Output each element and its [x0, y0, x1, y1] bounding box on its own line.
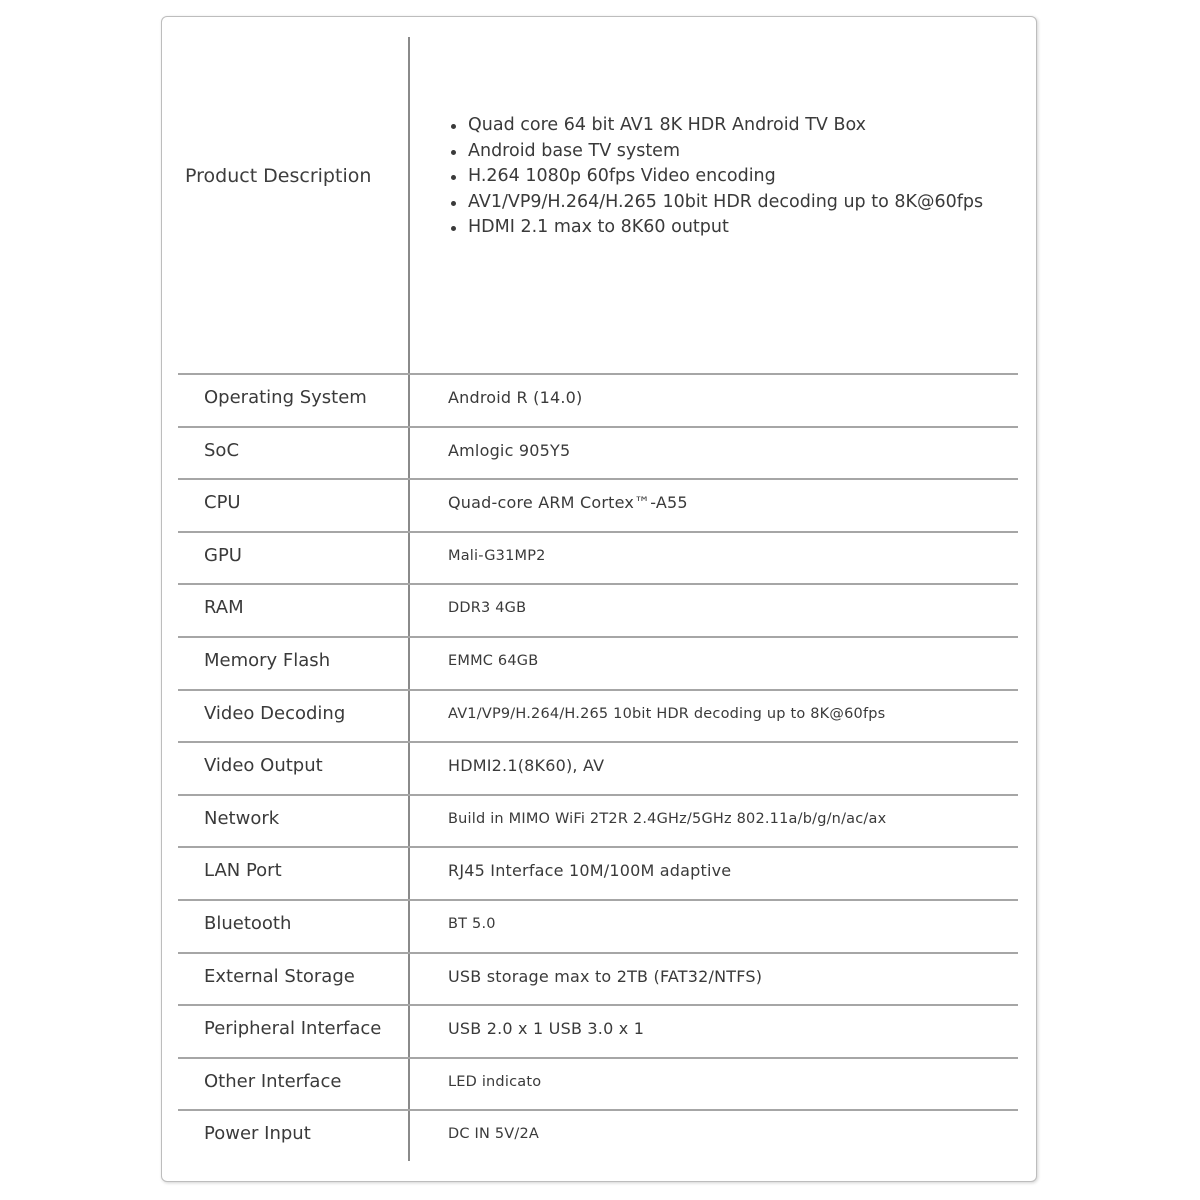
spec-label: Power Input	[204, 1123, 311, 1145]
spec-row-video-decoding	[178, 689, 1018, 742]
spec-row-memory-flash	[178, 636, 1018, 689]
spec-label: Memory Flash	[204, 649, 331, 671]
spec-value: Quad-core ARM Cortex™-A55	[448, 493, 688, 513]
spec-row-bluetooth	[178, 899, 1018, 952]
product-description-label: Product Description	[185, 165, 372, 187]
spec-label: Video Decoding	[204, 702, 346, 724]
description-bullet: HDMI 2.1 max to 8K60 output	[442, 215, 983, 241]
spec-label: Other Interface	[204, 1070, 342, 1092]
spec-label: GPU	[204, 544, 242, 566]
spec-value: AV1/VP9/H.264/H.265 10bit HDR decoding up to 8K@60fps	[448, 705, 886, 722]
spec-row-cpu	[178, 478, 1018, 531]
spec-label: Video Output	[204, 755, 323, 777]
spec-value: Mali-G31MP2	[448, 547, 546, 564]
spec-label: CPU	[204, 492, 241, 514]
spec-sheet-card	[161, 16, 1037, 1182]
spec-value: HDMI2.1(8K60), AV	[448, 756, 605, 776]
spec-value: DDR3 4GB	[448, 600, 527, 617]
spec-value: LED indicato	[448, 1073, 542, 1090]
spec-label: Network	[204, 807, 280, 829]
spec-label: External Storage	[204, 965, 355, 987]
spec-row-external-storage	[178, 952, 1018, 1005]
description-bullet: AV1/VP9/H.264/H.265 10bit HDR decoding up to 8K@60fps	[442, 190, 983, 216]
spec-row-peripheral-interface	[178, 1004, 1018, 1057]
spec-table	[178, 373, 1018, 1169]
description-bullet: H.264 1080p 60fps Video encoding	[442, 164, 983, 190]
spec-label: Peripheral Interface	[204, 1018, 382, 1040]
spec-value: DC IN 5V/2A	[448, 1126, 540, 1143]
description-bullet: Quad core 64 bit AV1 8K HDR Android TV Box	[442, 113, 983, 139]
spec-value: Build in MIMO WiFi 2T2R 2.4GHz/5GHz 802.11a/b/g/n/ac/ax	[448, 810, 887, 827]
spec-row-gpu	[178, 531, 1018, 584]
spec-row-soc	[178, 426, 1018, 479]
spec-label: RAM	[204, 597, 244, 619]
spec-value: Amlogic 905Y5	[448, 440, 571, 460]
description-bullet: Android base TV system	[442, 139, 983, 165]
spec-row-other-interface	[178, 1057, 1018, 1110]
spec-value: USB storage max to 2TB (FAT32/NTFS)	[448, 966, 763, 986]
spec-row-power-input	[178, 1109, 1018, 1169]
spec-value: BT 5.0	[448, 915, 496, 932]
spec-value: RJ45 Interface 10M/100M adaptive	[448, 861, 732, 881]
spec-row-lan-port	[178, 846, 1018, 899]
spec-value: EMMC 64GB	[448, 652, 539, 669]
spec-label: SoC	[204, 439, 240, 461]
spec-label: Operating System	[204, 387, 367, 408]
spec-row-operating-system	[178, 373, 1018, 426]
spec-label: LAN Port	[204, 860, 282, 882]
spec-label: Bluetooth	[204, 912, 292, 934]
spec-row-ram	[178, 583, 1018, 636]
spec-row-video-output	[178, 741, 1018, 794]
spec-row-network	[178, 794, 1018, 847]
spec-value: Android R (14.0)	[448, 388, 583, 407]
product-description-list	[442, 113, 983, 241]
spec-value: USB 2.0 x 1 USB 3.0 x 1	[448, 1019, 645, 1039]
